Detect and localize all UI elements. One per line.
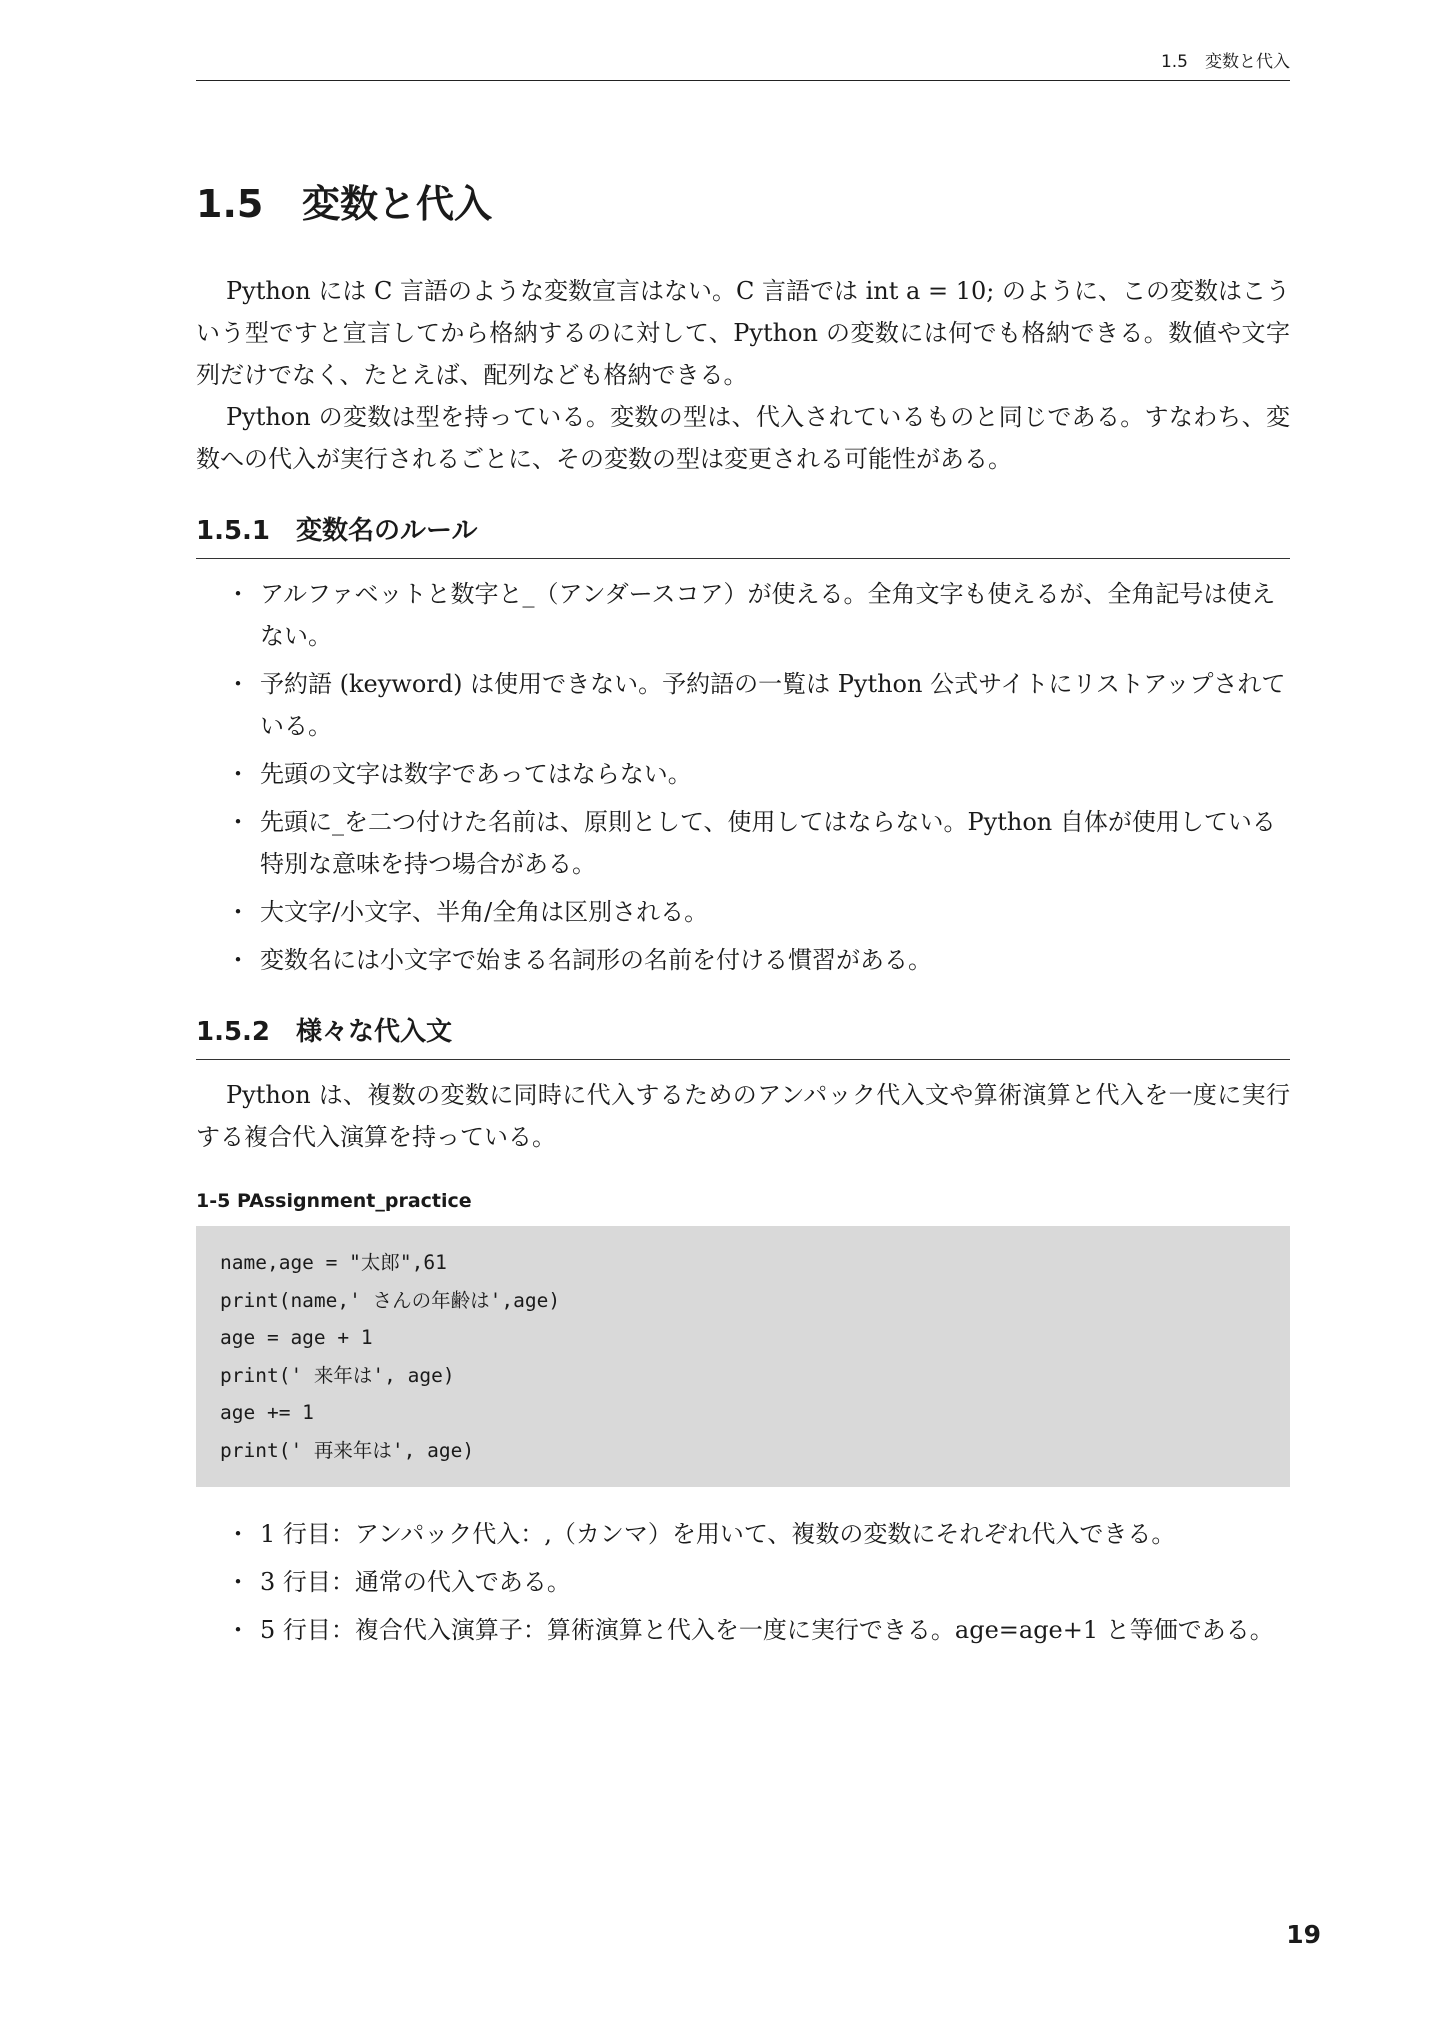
subsection-body: [196, 1074, 1290, 1158]
subsection-title: 様々な代入文: [296, 1017, 453, 1047]
code-line: print(' 再来年は', age): [220, 1438, 475, 1462]
list-item-text: 変数名には小文字で始まる名詞形の名前を付ける慣習がある。: [260, 946, 932, 974]
bullet-icon: ・: [226, 898, 250, 926]
running-header-title: 1.5 変数と代入: [1160, 52, 1290, 72]
code-caption: 1-5 PAssignment_practice: [196, 1190, 472, 1212]
list-item-text: 1 行目：アンパック代入：,（カンマ）を用いて、複数の変数にそれぞれ代入できる。: [260, 1520, 1176, 1548]
subsection-heading: [196, 1015, 1290, 1060]
bullet-icon: ・: [226, 808, 250, 836]
list-item-text: 大文字/小文字、半角/全角は区別される。: [260, 898, 709, 926]
code-line: age = age + 1: [220, 1326, 373, 1349]
list-item: [196, 939, 1290, 981]
list-item: [196, 801, 1290, 885]
page-content: [196, 180, 1290, 1657]
bullet-icon: ・: [226, 1568, 250, 1596]
list-item-text: アルファベットと数字と_（アンダースコア）が使える。全角文字も使えるが、全角記号は使えない。: [260, 580, 1276, 650]
section-heading: [196, 180, 1290, 228]
explanation-list: [196, 1513, 1290, 1651]
running-header: [196, 52, 1290, 81]
subsection-number: 1.5.1: [196, 516, 271, 546]
list-item-text: 3 行目：通常の代入である。: [260, 1568, 571, 1596]
list-item: [196, 573, 1290, 657]
bullet-icon: ・: [226, 760, 250, 788]
rules-list: [196, 573, 1290, 981]
list-item: [196, 663, 1290, 747]
bullet-icon: ・: [226, 1616, 250, 1644]
list-item-text: 5 行目：複合代入演算子：算術演算と代入を一度に実行できる。age=age+1 と等価である。: [260, 1616, 1274, 1644]
bullet-icon: ・: [226, 946, 250, 974]
list-item-text: 予約語 (keyword) は使用できない。予約語の一覧は Python 公式サイトにリストアップされている。: [260, 670, 1286, 740]
bullet-icon: ・: [226, 670, 250, 698]
subsection-number: 1.5.2: [196, 1017, 271, 1047]
intro-text: [196, 270, 1290, 480]
paragraph: Python は、複数の変数に同時に代入するためのアンパック代入文や算術演算と代入を一度に実行する複合代入演算を持っている。: [196, 1081, 1290, 1151]
section-number: 1.5: [196, 182, 264, 226]
list-item: [196, 1513, 1290, 1555]
bullet-icon: ・: [226, 580, 250, 608]
list-item: [196, 753, 1290, 795]
subsection-heading: [196, 514, 1290, 559]
code-line: age += 1: [220, 1401, 314, 1424]
code-block: [196, 1226, 1290, 1487]
subsection-title: 変数名のルール: [296, 516, 478, 546]
paragraph: Python の変数は型を持っている。変数の型は、代入されているものと同じである。すなわち、変数への代入が実行されるごとに、その変数の型は変更される可能性がある。: [196, 403, 1290, 473]
list-item: [196, 891, 1290, 933]
list-item-text: 先頭に_を二つ付けた名前は、原則として、使用してはならない。Python 自体が使用している特別な意味を持つ場合がある。: [260, 808, 1276, 878]
section-title: 変数と代入: [302, 182, 493, 226]
code-line: print(name,' さんの年齢は',age): [220, 1288, 561, 1312]
list-item: [196, 1561, 1290, 1603]
code-line: print(' 来年は', age): [220, 1363, 455, 1387]
code-line: name,age = "太郎",61: [220, 1251, 447, 1274]
paragraph: Python には C 言語のような変数宣言はない。C 言語では int a = 10; のように、この変数はこういう型ですと宣言してから格納するのに対して、Python の変数には何でも格納できる。数値や文字列だけでなく、たとえば、配列なども格納できる。: [196, 277, 1290, 389]
bullet-icon: ・: [226, 1520, 250, 1548]
list-item: [196, 1609, 1290, 1651]
list-item-text: 先頭の文字は数字であってはならない。: [260, 760, 692, 788]
page-number: 19: [1286, 1920, 1321, 1949]
